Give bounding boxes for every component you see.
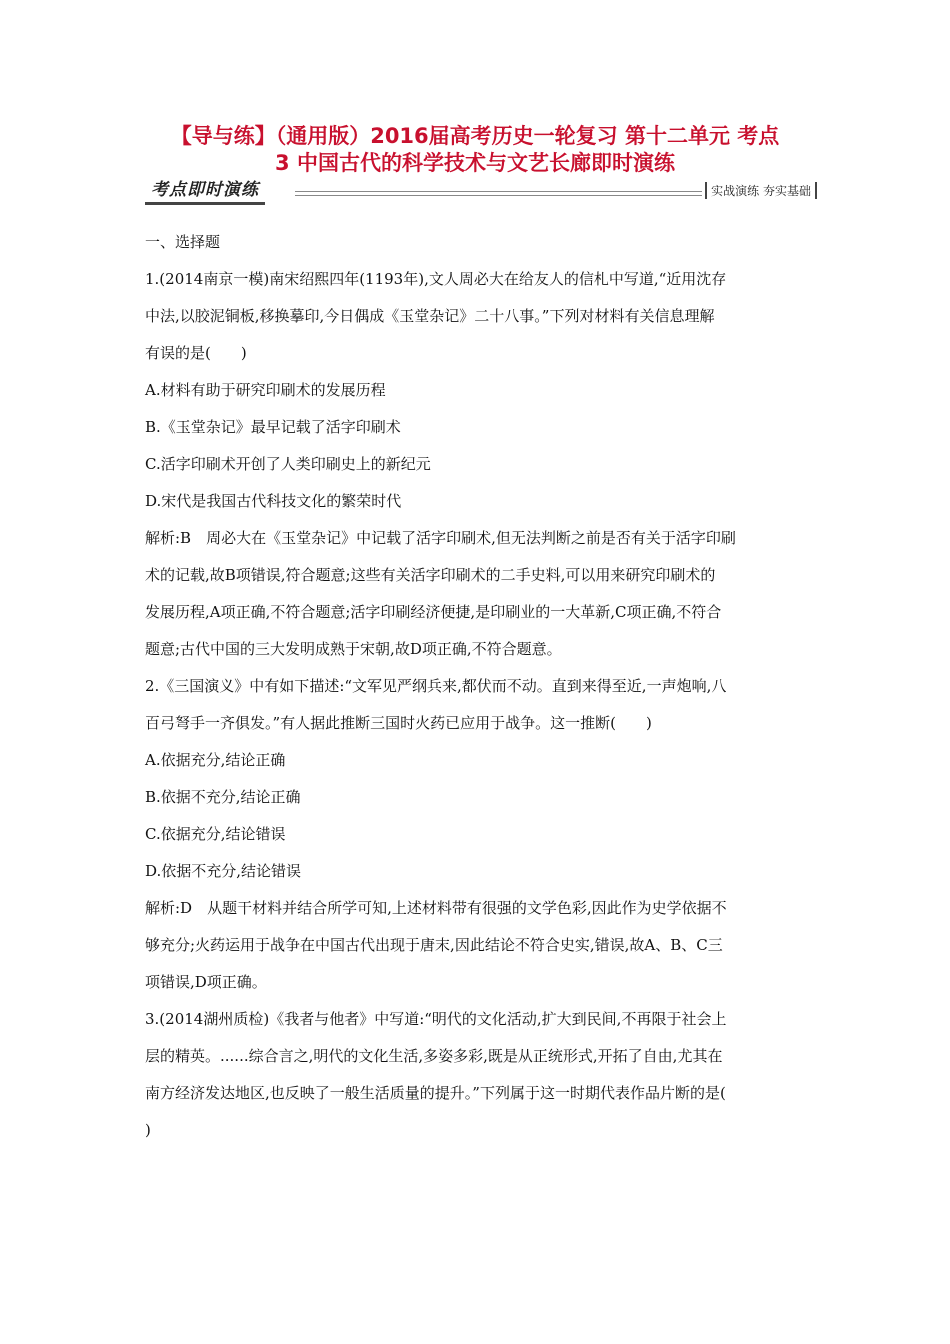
section-heading: 一、选择题 [145,233,221,251]
document-body [145,224,810,1149]
question-2-analysis: 项错误,D项正确。 [145,973,267,991]
title-line-2: 3 中国古代的科学技术与文艺长廊即时演练 [275,151,675,175]
question-1-option-d: D.宋代是我国古代科技文化的繁荣时代 [145,492,402,510]
section-banner [145,178,817,204]
banner-label: 考点即时演练 [145,178,265,205]
question-1-analysis: 术的记载,故B项错误,符合题意;这些有关活字印刷术的二手史料,可以用来研究印刷术的 [145,566,716,584]
question-2-option-b: B.依据不充分,结论正确 [145,788,301,806]
question-2-option-a: A.依据充分,结论正确 [145,751,286,769]
document-title [120,123,830,177]
question-1-analysis: 题意;古代中国的三大发明成熟于宋朝,故D项正确,不符合题意。 [145,640,562,658]
question-2-option-d: D.依据不充分,结论错误 [145,862,302,880]
question-3-line: 3.(2014湖州质检)《我者与他者》中写道:“明代的文化活动,扩大到民间,不再限于社会上 [145,1010,727,1028]
question-3-line: ) [145,1121,151,1139]
question-2-line: 2.《三国演义》中有如下描述:“文军见严纲兵来,都伏而不动。直到来得至近,一声炮响,八 [145,677,727,695]
question-1-option-a: A.材料有助于研究印刷术的发展历程 [145,381,386,399]
question-3-line: 南方经济发达地区,也反映了一般生活质量的提升。”下列属于这一时期代表作品片断的是( [145,1084,726,1102]
banner-tagline: 实战演练 夯实基础 [705,182,817,199]
question-3-line: 层的精英。......综合言之,明代的文化生活,多姿多彩,既是从正统形式,开拓了自由,尤其在 [145,1047,723,1065]
question-2-line: 百弓弩手一齐俱发。”有人据此推断三国时火药已应用于战争。这一推断( ) [145,714,652,732]
question-1 [145,261,810,668]
question-2-analysis: 够充分;火药运用于战争在中国古代出现于唐末,因此结论不符合史实,错误,故A、B、C三 [145,936,723,954]
question-1-option-c: C.活字印刷术开创了人类印刷史上的新纪元 [145,455,431,473]
question-3 [145,1001,810,1149]
question-2 [145,668,810,1001]
question-1-option-b: B.《玉堂杂记》最早记载了活字印刷术 [145,418,401,436]
question-1-analysis: 发展历程,A项正确,不符合题意;活字印刷经济便捷,是印刷业的一大革新,C项正确,不符合 [145,603,722,621]
question-2-option-c: C.依据充分,结论错误 [145,825,286,843]
question-1-line: 1.(2014南京一模)南宋绍熙四年(1193年),文人周必大在给友人的信札中写道,“近用沈存 [145,270,727,288]
question-1-analysis: 解析:B 周必大在《玉堂杂记》中记载了活字印刷术,但无法判断之前是否有关于活字印刷 [145,529,736,547]
banner-rule [295,191,702,196]
title-line-1: 【导与练】（通用版）2016届高考历史一轮复习 第十二单元 考点 [170,124,780,148]
question-1-line: 有误的是( ) [145,344,247,362]
question-2-analysis: 解析:D 从题干材料并结合所学可知,上述材料带有很强的文学色彩,因此作为史学依据不 [145,899,727,917]
question-1-line: 中法,以胶泥铜板,移换摹印,今日偶成《玉堂杂记》二十八事。”下列对材料有关信息理解 [145,307,715,325]
